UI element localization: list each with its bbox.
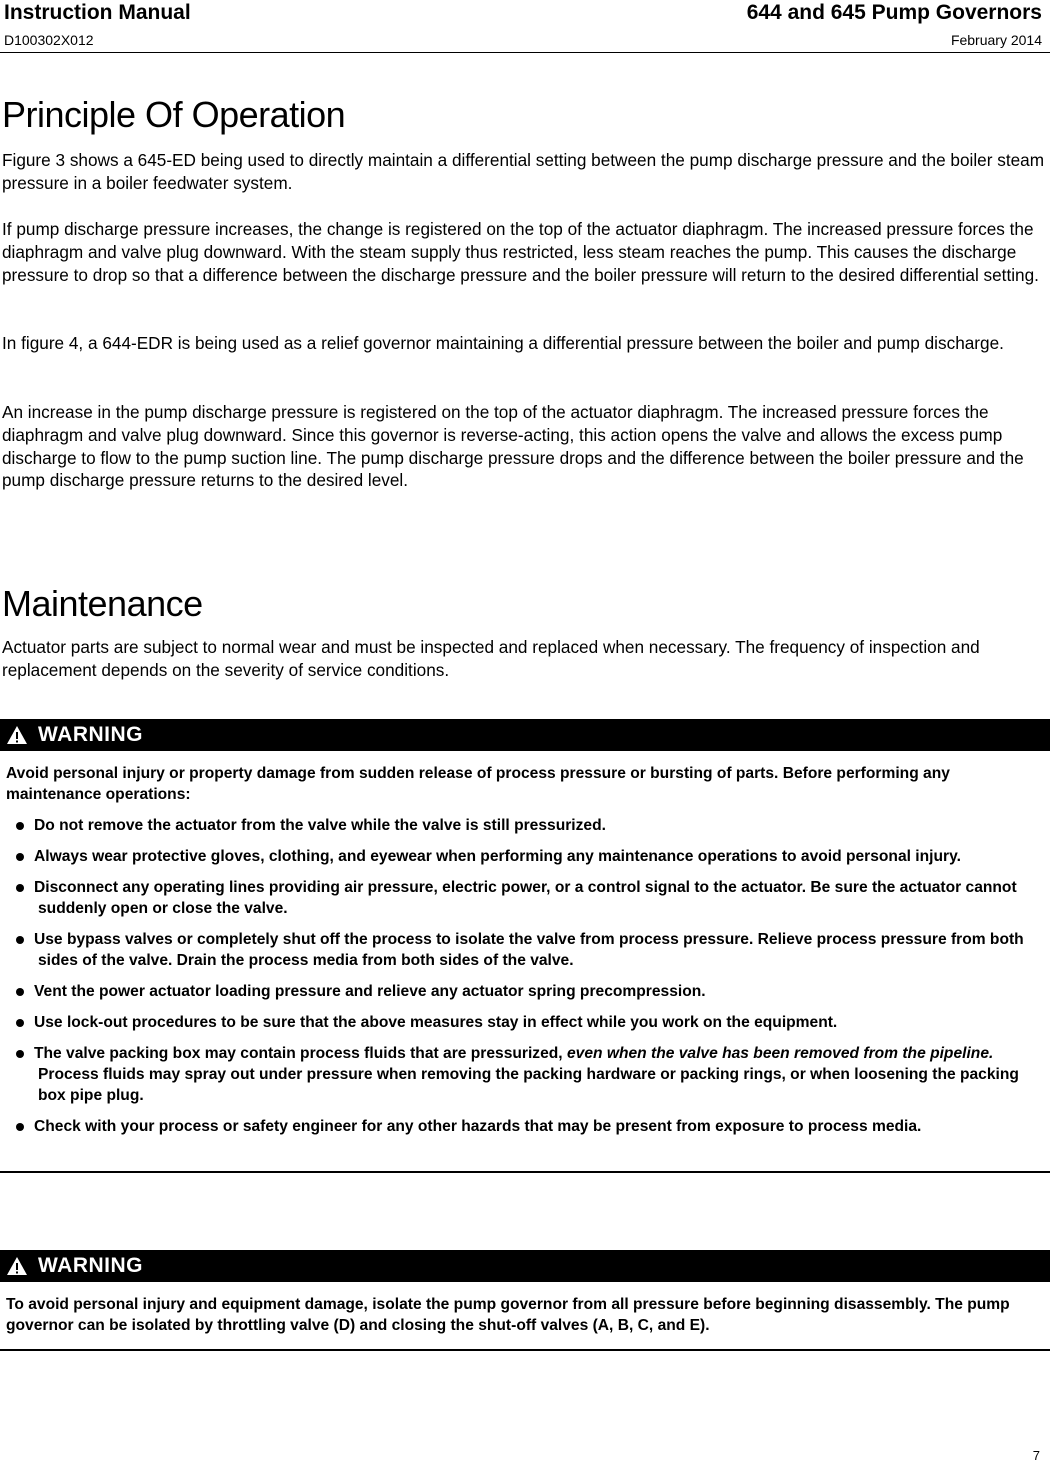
principle-paragraph: In figure 4, a 644-EDR is being used as a relief governor maintaining a differential pressure between the boiler and pump discharge.	[2, 333, 1004, 353]
warning-text: To avoid personal injury and equipment damage, isolate the pump governor from all pressure before beginning disassembly. The pump governor can be isolated by throttling valve (D) and closing the shut-off valves (A, B, C, and E).	[6, 1296, 1010, 1334]
warning-title: WARNING	[38, 1254, 143, 1277]
warning-header	[0, 1250, 1050, 1282]
bullet-icon	[16, 853, 24, 861]
maintenance-paragraph: Actuator parts are subject to normal wear and must be inspected and replaced when necessary. The frequency of inspection and replacement depends on the severity of service conditions.	[2, 637, 980, 680]
bullet-icon	[16, 988, 24, 996]
list-item: Use lock-out procedures to be sure that the above measures stay in effect while you work on the equipment.	[6, 1012, 1046, 1033]
warning-header	[0, 719, 1050, 751]
document-number: D100302X012	[4, 32, 94, 48]
manual-title: Instruction Manual	[4, 1, 191, 24]
bullet-icon	[16, 884, 24, 892]
product-title: 644 and 645 Pump Governors	[746, 1, 1042, 24]
warning-body	[0, 1294, 1050, 1336]
warning-triangle-icon	[6, 725, 28, 745]
principle-paragraph: An increase in the pump discharge pressure is registered on the top of the actuator diaphragm. The increased pressure forces the diaphragm and valve plug downward. Since this governor is reverse-acting, this action opens the valve and allows the excess pump discharge to flow to the pump suction line. The pump discharge pressure drops and the difference between the boiler pressure and the pump discharge pressure returns to the desired level.	[2, 402, 1024, 491]
bullet-icon	[16, 1050, 24, 1058]
principle-heading: Principle Of Operation	[2, 94, 346, 135]
list-item: The valve packing box may contain process fluids that are pressurized, even when the valve has been removed from the pipeline. Process fluids may spray out under pressure when removing the packing hardware or packing rings, or when loosening the packing box pipe plug.	[6, 1043, 1046, 1106]
list-item: Use bypass valves or completely shut off the process to isolate the valve from process pressure. Relieve process pressure from both sides of the valve. Drain the process media from both sides of the valve.	[6, 929, 1046, 971]
list-item: Disconnect any operating lines providing air pressure, electric power, or a control signal to the actuator. Be sure the actuator cannot suddenly open or close the valve.	[6, 877, 1046, 919]
header-divider	[0, 52, 1050, 53]
warning-intro: Avoid personal injury or property damage from sudden release of process pressure or bursting of parts. Before performing any maintenance operations:	[6, 765, 950, 803]
bullet-icon	[16, 1123, 24, 1131]
warning-title: WARNING	[38, 723, 143, 746]
header-right	[747, 0, 1042, 51]
header-left	[4, 0, 191, 51]
list-item: Check with your process or safety engineer for any other hazards that may be present from exposure to process media.	[6, 1116, 1046, 1137]
warning-list	[6, 815, 1046, 1137]
page-number: 7	[1032, 1448, 1040, 1463]
principle-paragraph: Figure 3 shows a 645-ED being used to directly maintain a differential setting between the pump discharge pressure and the boiler steam pressure in a boiler feedwater system.	[2, 150, 1045, 193]
publication-date: February 2014	[950, 32, 1042, 48]
principle-paragraph: If pump discharge pressure increases, the change is registered on the top of the actuator diaphragm. The increased pressure forces the diaphragm and valve plug downward. With the steam supply thus restricted, less steam reaches the pump. This causes the discharge pressure to drop so that a difference between the discharge pressure and the boiler pressure will return to the desired differential setting.	[2, 219, 1039, 285]
warning-triangle-icon	[6, 1256, 28, 1276]
warning-bottom-rule	[0, 1171, 1050, 1173]
warning-box	[0, 1250, 1050, 1336]
bullet-icon	[16, 1019, 24, 1027]
list-item: Vent the power actuator loading pressure and relieve any actuator spring precompression.	[6, 981, 1046, 1002]
warning-body	[0, 763, 1050, 1137]
list-item: Always wear protective gloves, clothing, and eyewear when performing any maintenance operations to avoid personal injury.	[6, 846, 1046, 867]
warning-box	[0, 719, 1050, 1137]
maintenance-heading: Maintenance	[2, 583, 203, 624]
warning-bottom-rule	[0, 1349, 1050, 1351]
bullet-icon	[16, 822, 24, 830]
list-item: Do not remove the actuator from the valve while the valve is still pressurized.	[6, 815, 1046, 836]
bullet-icon	[16, 936, 24, 944]
